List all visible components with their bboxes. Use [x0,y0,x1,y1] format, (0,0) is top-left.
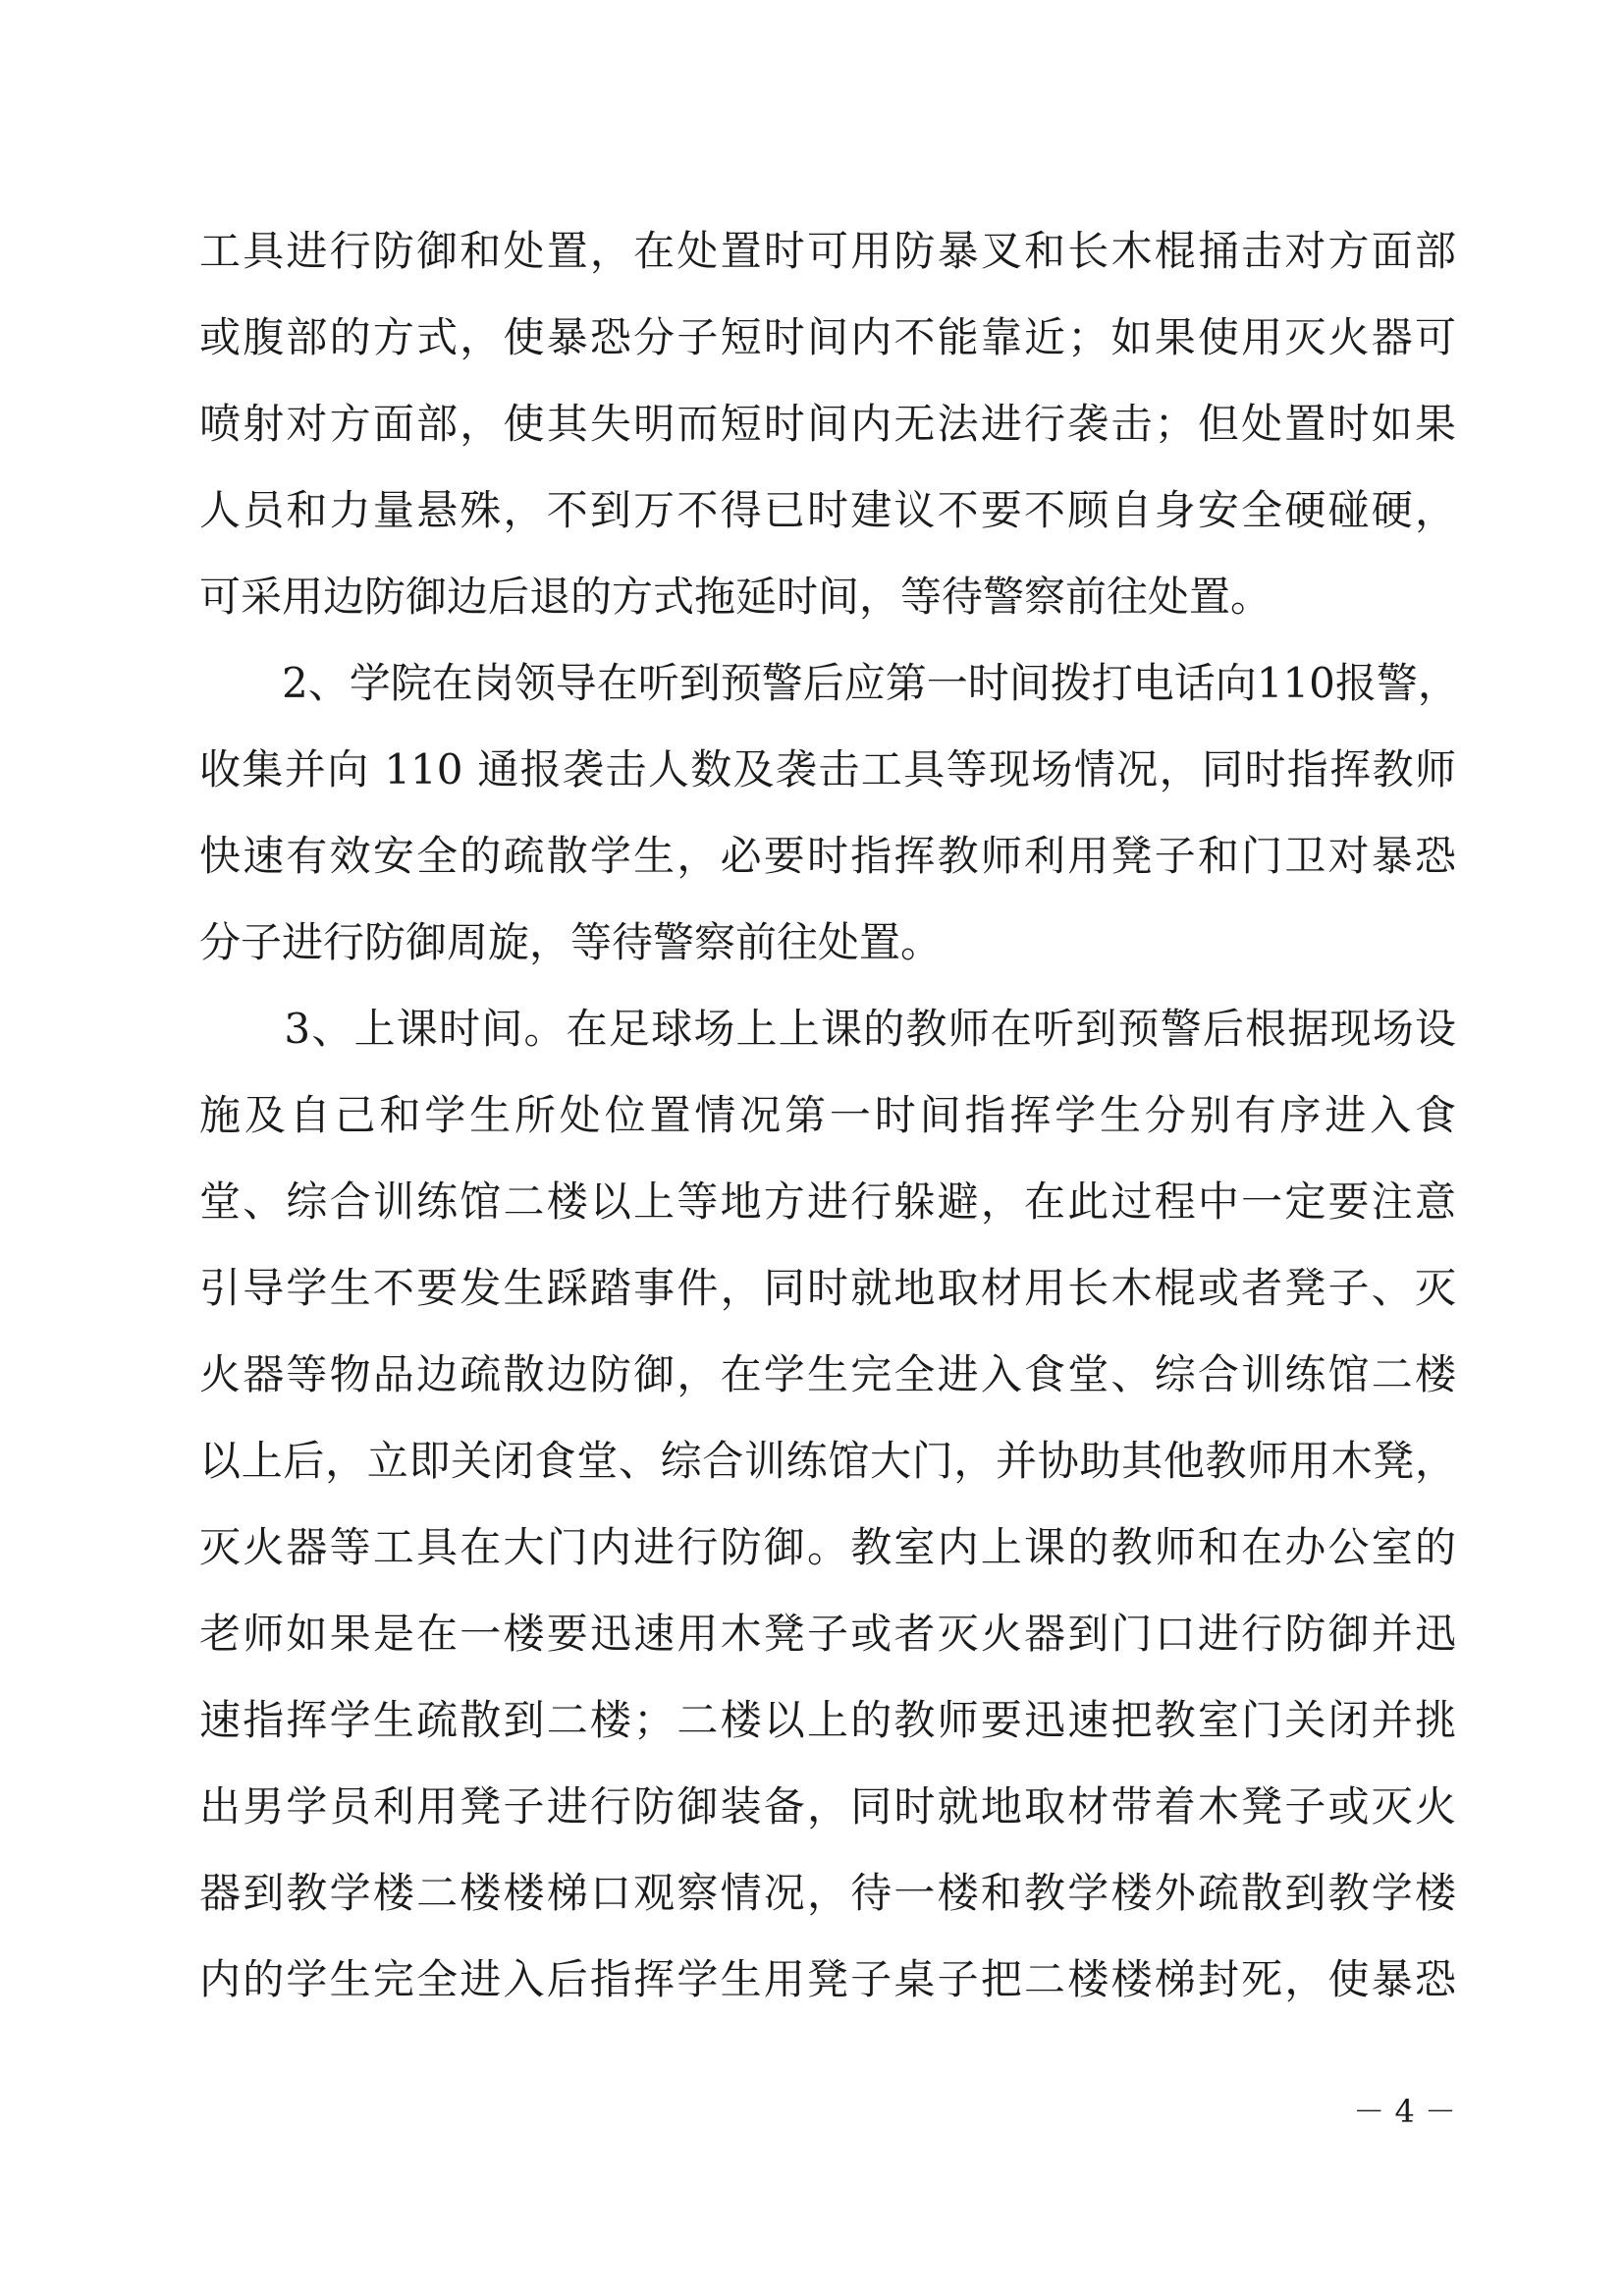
text-line: 出男学员利用凳子进行防御装备，同时就地取材带着木凳子或灭火 [199,1782,1456,1831]
text-line: 3、上课时间。在足球场上上课的教师在听到预警后根据现场设 [199,1005,1456,1053]
text-line: 器到教学楼二楼楼梯口观察情况，待一楼和教学楼外疏散到教学楼 [199,1869,1456,1917]
body-text [199,208,1459,2023]
text-line: 可采用边防御边后退的方式拖延时间，等待警察前往处置。 [199,573,1272,621]
text-line: 喷射对方面部，使其失明而短时间内无法进行袭击；但处置时如果 [199,400,1456,448]
text-line: 2、学院在岗领导在听到预警后应第一时间拨打电话向110报警， [199,659,1459,707]
text-line: 灭火器等工具在大门内进行防御。教室内上课的教师和在办公室的 [199,1523,1456,1571]
text-line: 内的学生完全进入后指挥学生用凳子桌子把二楼楼梯封死，使暴恐 [199,1955,1456,2003]
text-line: 或腹部的方式，使暴恐分子短时间内不能靠近；如果使用灭火器可 [199,313,1456,361]
text-line: 以上后，立即关闭食堂、综合训练馆大门，并协助其他教师用木凳， [199,1437,1456,1485]
text-line: 工具进行防御和处置，在处置时可用防暴叉和长木棍捅击对方面部 [199,227,1456,275]
text-line: 火器等物品边疏散边防御，在学生完全进入食堂、综合训练馆二楼 [199,1350,1456,1398]
text-line: 快速有效安全的疏散学生，必要时指挥教师利用凳子和门卫对暴恐 [199,832,1456,880]
text-line: 引导学生不要发生踩踏事件，同时就地取材用长木棍或者凳子、灭 [199,1264,1456,1312]
text-line: 老师如果是在一楼要迅速用木凳子或者灭火器到门口进行防御并迅 [199,1610,1456,1658]
text-line: 施及自己和学生所处位置情况第一时间指挥学生分别有序进入食 [199,1091,1456,1139]
text-line: 收集并向 110 通报袭击人数及袭击工具等现场情况，同时指挥教师 [199,745,1456,793]
text-line: 分子进行防御周旋，等待警察前往处置。 [199,918,943,966]
text-line: 堂、综合训练馆二楼以上等地方进行躲避，在此过程中一定要注意 [199,1177,1456,1226]
text-line: 人员和力量悬殊，不到万不得已时建议不要不顾自身安全硬碰硬， [199,486,1456,534]
page-number: － 4 － [1353,2093,1456,2130]
text-line: 速指挥学生疏散到二楼；二楼以上的教师要迅速把教室门关闭并挑 [199,1696,1456,1744]
